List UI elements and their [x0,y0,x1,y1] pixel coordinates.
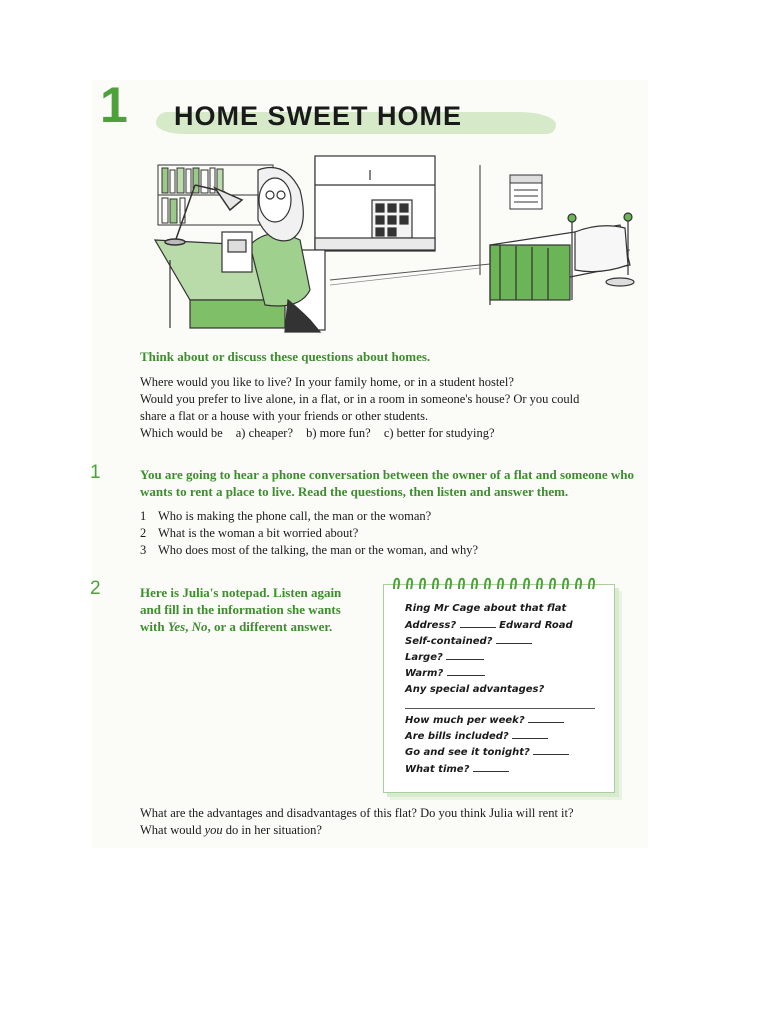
notepad-see-it: Go and see it tonight? [405,747,569,758]
which-prefix: Which would be [140,426,223,440]
outro-line-1: What are the advantages and disadvantages of this flat? Do you think Julia will rent it? [140,806,574,820]
outro-line-2: What would you do in her situation? [140,823,322,837]
notepad-rule [405,708,595,709]
bed [490,213,634,305]
notepad-spiral [388,573,610,593]
exercise-2-line-1: Here is Julia's notepad. Listen again [140,585,342,600]
list-item: 1 Who is making the phone call, the man or the woman? [140,509,432,523]
intro-line-2: Would you prefer to live alone, in a flat, or in a room in someone's house? Or you could [140,392,580,406]
outro-text [140,805,574,839]
exercise-2-instruction [140,584,341,635]
exercise-1-questions [140,508,478,559]
unit-number: 1 [100,77,128,133]
notepad-address-line: Address? Edward Road [405,620,573,631]
option-c: c) better for studying? [383,426,495,440]
option-a: a) cheaper? [235,426,293,440]
exercise-1-line-2: wants to rent a place to live. Read the questions, then listen and answer them. [140,484,569,499]
intro-heading: Think about or discuss these questions about homes. [140,349,431,364]
notepad-warm: Warm? [405,668,485,679]
notepad-ring-line: Ring Mr Cage about that flat [405,603,567,614]
exercise-2-line-2: and fill in the information she wants [140,602,341,617]
intro-text [140,374,660,442]
intro-line-3: share a flat or a house with your friends or other students. [140,409,429,423]
intro-which-line [140,425,660,442]
notepad-what-time: What time? [405,764,509,775]
option-b: b) more fun? [306,426,371,440]
notepad-self-contained: Self-contained? [405,636,532,647]
student-room-illustration [150,150,640,340]
notepad-bills: Are bills included? [405,731,548,742]
list-item: 3 Who does most of the talking, the man or the woman, and why? [140,543,479,557]
notepad-special: Any special advantages? [405,684,545,695]
notepad-per-week: How much per week? [405,715,564,726]
intro-line-1: Where would you like to live? In your family home, or in a student hostel? [140,375,514,389]
list-item: 2 What is the woman a bit worried about? [140,526,359,540]
bookshelf [158,165,273,225]
notepad-large: Large? [405,652,484,663]
exercise-1-instruction [140,466,634,500]
exercise-2-number: 2 [90,578,101,599]
unit-title: HOME SWEET HOME [174,101,463,131]
exercise-2-line-3: with Yes, No, or a different answer. [140,619,333,634]
exercise-1-number: 1 [90,462,101,483]
window [315,156,435,251]
exercise-1-line-1: You are going to hear a phone conversation between the owner of a flat and someone who [140,467,634,482]
calendar [510,175,542,209]
